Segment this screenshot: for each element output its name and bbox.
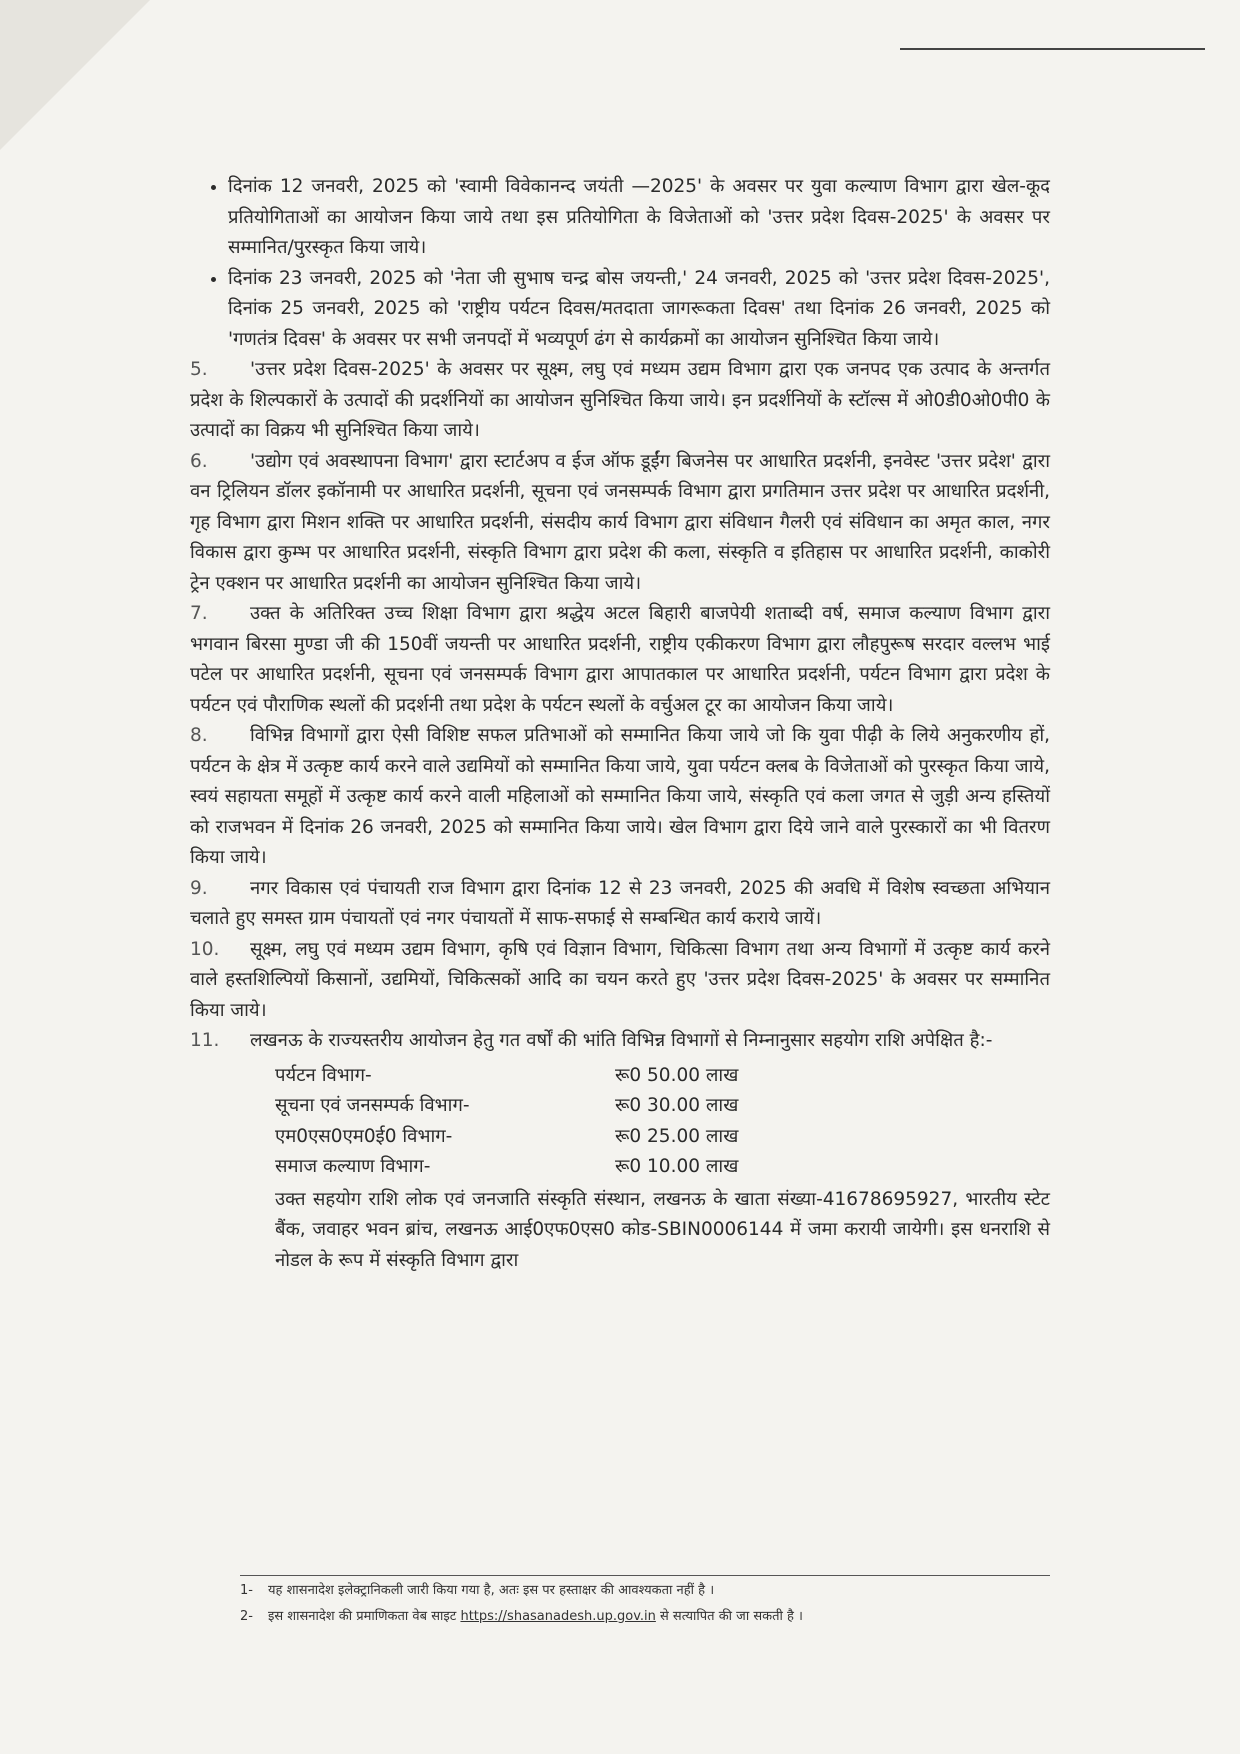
paragraph-number: 6. [190, 450, 208, 472]
table-row [275, 1122, 738, 1153]
amount-value: रू0 50.00 लाख [615, 1064, 739, 1086]
paragraph-7 [190, 599, 1050, 721]
contribution-table [275, 1061, 738, 1183]
bullet-list [190, 172, 1050, 355]
paragraph-text: 'उत्तर प्रदेश दिवस-2025' के अवसर पर सूक्ष्म, लघु एवं मध्यम उद्यम विभाग द्वारा एक जनपद एक उत्पाद के अन्तर्गत प्रदेश के शिल्पकारों के उत्पादों की प्रदर्शनियों का आयोजन सुनिश्चित किया जाये। इन प्रदर्शनियों के स्टॉल्स में ओ0डी0ओ0पी0 के उत्पादों का विक्रय भी सुनिश्चित किया जाये। [190, 359, 1050, 441]
department-name: समाज कल्याण विभाग- [275, 1156, 431, 1177]
paragraph-text: विभिन्न विभागों द्वारा ऐसी विशिष्ट सफल प्रतिभाओं को सम्मानित किया जाये जो कि युवा पीढ़ी के लिये अनुकरणीय हों, पर्यटन के क्षेत्र में उत्कृष्ट कार्य करने वाले उद्यमियों को सम्मानित किया जाये, युवा पर्यटन क्लब के विजेताओं को पुरस्कृत किया जाये, स्वयं सहायता समूहों में उत्कृष्ट कार्य करने वाली महिलाओं को सम्मानित किया जाये, संस्कृति एवं कला जगत से जुड़ी अन्य हस्तियों को राजभवन में दिनांक 26 जनवरी, 2025 को सम्मानित किया जाये। खेल विभाग द्वारा दिये जाने वाले पुरस्कारों का भी वितरण किया जाये। [190, 725, 1050, 868]
paragraph-text: नगर विकास एवं पंचायती राज विभाग द्वारा दिनांक 12 से 23 जनवरी, 2025 की अवधि में विशेष स्वच्छता अभियान चलाते हुए समस्त ग्राम पंचायतों एवं नगर पंचायतों में साफ-सफाई से सम्बन्धित कार्य कराये जायें। [190, 877, 1050, 929]
paragraph-text: उक्त के अतिरिक्त उच्च शिक्षा विभाग द्वारा श्रद्धेय अटल बिहारी बाजपेयी शताब्दी वर्ष, समाज कल्याण विभाग द्वारा भगवान बिरसा मुण्डा जी की 150वीं जयन्ती पर आधारित प्रदर्शनी, राष्ट्रीय एकीकरण विभाग द्वारा लौहपुरूष सरदार वल्लभ भाई पटेल पर आधारित प्रदर्शनी, सूचना एवं जनसम्पर्क विभाग द्वारा आपातकाल पर आधारित प्रदर्शनी, पर्यटन विभाग द्वारा प्रदेश के पर्यटन एवं पौराणिक स्थलों की प्रदर्शनी तथा प्रदेश के पर्यटन स्थलों के वर्चुअल टूर का आयोजन किया जाये। [190, 603, 1050, 716]
document-body [190, 172, 1050, 1276]
table-row [275, 1061, 738, 1092]
footnotes [240, 1578, 1050, 1630]
footnote-number: 2- [240, 1609, 253, 1624]
closing-paragraph: उक्त सहयोग राशि लोक एवं जनजाति संस्कृति संस्थान, लखनऊ के खाता संख्या-41678695927, भारतीय स्टेट बैंक, जवाहर भवन ब्रांच, लखनऊ आई0एफ0एस0 कोड-SBIN0006144 में जमा करायी जायेगी। इस धनराशि से नोडल के रूप में संस्कृति विभाग द्वारा [275, 1188, 1050, 1271]
footnote-text: से सत्यापित की जा सकती है । [660, 1609, 803, 1624]
paragraph-9 [190, 874, 1050, 935]
footnote-1 [240, 1578, 1050, 1604]
footnote-rule [240, 1575, 1050, 1576]
header-rule [900, 48, 1205, 50]
paragraph-number: 7. [190, 603, 208, 624]
footnote-text: इस शासनादेश की प्रमाणिकता वेब साइट [268, 1609, 457, 1624]
paragraph-6 [190, 447, 1050, 600]
folded-corner [0, 0, 150, 150]
verification-link[interactable]: https://shasanadesh.up.gov.in [460, 1609, 656, 1624]
department-name: पर्यटन विभाग- [275, 1064, 372, 1086]
footnote-number: 1- [240, 1583, 253, 1598]
paragraph-11 [190, 1026, 1050, 1057]
paragraph-number: 8. [190, 725, 208, 746]
paragraph-number: 11. [190, 1030, 220, 1051]
bullet-item: • दिनांक 12 जनवरी, 2025 को 'स्वामी विवेकानन्द जयंती —2025' के अवसर पर युवा कल्याण विभाग द्वारा खेल-कूद प्रतियोगिताओं का आयोजन किया जाये तथा इस प्रतियोगिता के विजेताओं को 'उत्तर प्रदेश दिवस-2025' के अवसर पर सम्मानित/पुरस्कृत किया जाये। [228, 172, 1050, 264]
paragraph-number: 10. [190, 938, 220, 960]
department-name: सूचना एवं जनसम्पर्क विभाग- [275, 1095, 470, 1116]
bullet-item: • दिनांक 23 जनवरी, 2025 को 'नेता जी सुभाष चन्द्र बोस जयन्ती,' 24 जनवरी, 2025 को 'उत्तर प्रदेश दिवस-2025', दिनांक 25 जनवरी, 2025 को 'राष्ट्रीय पर्यटन दिवस/मतदाता जागरूकता दिवस' तथा दिनांक 26 जनवरी, 2025 को 'गणतंत्र दिवस' के अवसर पर सभी जनपदों में भव्यपूर्ण ढंग से कार्यक्रमों का आयोजन सुनिश्चित किया जाये। [228, 264, 1050, 356]
department-name: एम0एस0एम0ई0 विभाग- [275, 1125, 453, 1147]
amount-value: रू0 30.00 लाख [615, 1095, 739, 1116]
paragraph-10 [190, 935, 1050, 1027]
footnote-2 [240, 1604, 1050, 1630]
paragraph-text: लखनऊ के राज्यस्तरीय आयोजन हेतु गत वर्षों की भांति विभिन्न विभागों से निम्नानुसार सहयोग राशि अपेक्षित है:- [250, 1030, 993, 1051]
paragraph-text: 'उद्योग एवं अवस्थापना विभाग' द्वारा स्टार्टअप व ईज ऑफ डूईंग बिजनेस पर आधारित प्रदर्शनी, इनवेस्ट 'उत्तर प्रदेश' द्वारा वन ट्रिलियन डॉलर इकॉनामी पर आधारित प्रदर्शनी, सूचना एवं जनसम्पर्क विभाग द्वारा प्रगतिमान उत्तर प्रदेश पर आधारित प्रदर्शनी, गृह विभाग द्वारा मिशन शक्ति पर आधारित प्रदर्शनी, संसदीय कार्य विभाग द्वारा संविधान गैलरी एवं संविधान का अमृत काल, नगर विकास द्वारा कुम्भ पर आधारित प्रदर्शनी, संस्कृति विभाग द्वारा प्रदेश की कला, संस्कृति व इतिहास पर आधारित प्रदर्शनी, काकोरी ट्रेन एक्शन पर आधारित प्रदर्शनी का आयोजन सुनिश्चित किया जाये। [190, 450, 1050, 594]
paragraph-text: सूक्ष्म, लघु एवं मध्यम उद्यम विभाग, कृषि एवं विज्ञान विभाग, चिकित्सा विभाग तथा अन्य विभागों में उत्कृष्ट कार्य करने वाले हस्तशिल्पियों किसानों, उद्यमियों, चिकित्सकों आदि का चयन करते हुए 'उत्तर प्रदेश दिवस-2025' के अवसर पर सम्मानित किया जाये। [190, 938, 1050, 1021]
table-row [275, 1152, 738, 1183]
paragraph-8 [190, 721, 1050, 874]
amount-value: रू0 25.00 लाख [615, 1125, 739, 1147]
paragraph-number: 9. [190, 877, 208, 899]
table-row [275, 1091, 738, 1122]
paragraph-number: 5. [190, 359, 208, 380]
footnote-text: यह शासनादेश इलेक्ट्रानिकली जारी किया गया है, अतः इस पर हस्ताक्षर की आवश्यकता नहीं है । [268, 1583, 715, 1598]
paragraph-5 [190, 355, 1050, 447]
amount-value: रू0 10.00 लाख [615, 1156, 739, 1177]
